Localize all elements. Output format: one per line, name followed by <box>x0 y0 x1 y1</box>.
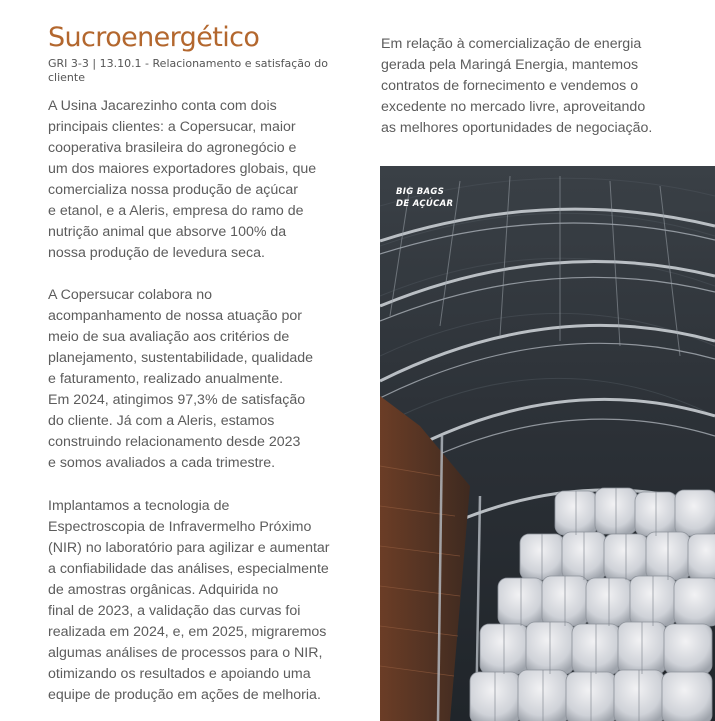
page-title: Sucroenergético <box>48 22 260 53</box>
body-paragraph-nir: Implantamos a tecnologia de Espectroscopia de Infravermelho Próximo (NIR) no laboratório para agilizar e aumentar a confiabilidade das análises, especialmente de amostras orgânicas. Adquirida no final de 2023, a validação das curvas foi realizada em 2024, e, em 2025, migraremos algumas análises de processos para o NIR, otimizando os resultados e apoiando uma equipe de produção em ações de melhoria. <box>48 498 330 703</box>
body-paragraph-copersucar: A Copersucar colabora no acompanhamento de nossa atuação por meio de sua avaliação aos critérios de planejamento, sustentabilidade, qualidade e faturamento, realizado anualmente. Em 2024, atingimos 97,3% de satisfação do cliente. Já com a Aleris, estamos construindo relacionamento desde 2023 e somos avaliados a cada trimestre. <box>48 287 314 471</box>
photo-caption: BIG BAGS DE AÇÚCAR <box>396 187 454 209</box>
gri-reference: GRI 3-3 | 13.10.1 - Relacionamento e satisfação do cliente <box>48 57 328 84</box>
warehouse-photo <box>380 166 715 721</box>
body-paragraph-energy: Em relação à comercialização de energia gerada pela Maringá Energia, mantemos contratos de fornecimento e vendemos o excedente no mercado livre, aproveitando as melhores oportunidades de negociação. <box>381 36 653 136</box>
body-paragraph-clients: A Usina Jacarezinho conta com dois principais clientes: a Copersucar, maior cooperativa brasileira do agronegócio e um dos maiores exportadores globais, que comercializa nossa produção de açúcar e etanol, e a Aleris, empresa do ramo de nutrição animal que absorve 100% da nossa produção de levedura seca. <box>48 98 317 261</box>
warehouse-illustration <box>380 166 715 721</box>
